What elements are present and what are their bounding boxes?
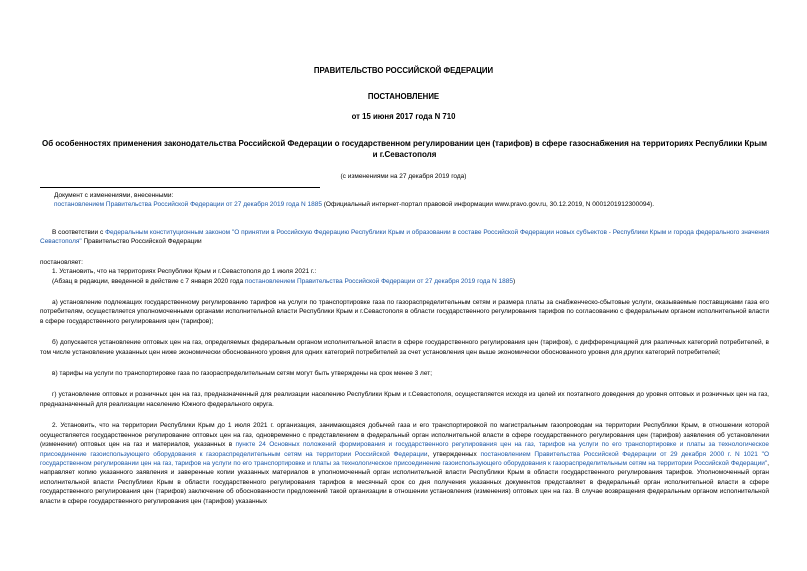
paragraph-1-note [40,277,769,286]
p2-part1: 2. Установить, что на территории Республики Крым до 1 июля 2021 г. организация, занимающаяся добычей газа и его транспортировкой по магистральным газопроводам на территории Республики Крым, в отношении которой осуществляется государственное регулирование оптовых цен на газ, одновременно с представлением в федеральный орган исполнительной власти в сфере государственного регулирования цен (тарифов) заявления об установлении (изменении) оптовых цен на газ и материалов, указанных в [40,422,769,449]
p2-part2: , утвержденных [427,450,481,458]
paragraph-1: 1. Установить, что на территориях Республики Крым и г.Севастополя до 1 июля 2021 г.: [52,268,317,276]
preamble-start: В соответствии с [52,229,106,236]
government-name: ПРАВИТЕЛЬСТВО РОССИЙСКОЙ ФЕДЕРАЦИИ [313,66,494,75]
note-start: (Абзац в редакции, введенной в действие с 7 января 2020 года [52,277,246,285]
note-link[interactable]: постановлением Правительства Российской Федерации от 27 декабря 2019 года N 1885 [245,277,513,285]
document-type: ПОСТАНОВЛЕНИЕ [367,92,440,101]
law-link[interactable]: Федеральным конституционным законом "О принятии в Российскую Федерацию Республики Крым и образовании в составе Российской Федерации новых субъектов - Республики Крым и города федерального значения Севастополя" [40,229,769,246]
paragraph-g: г) установление оптовых и розничных цен на газ, предназначенный для реализации населению Республики Крым и г.Севастополя, осуществляется исходя из целей их поэтапного доведения до уровня оптовых и розничных цен на газ, предназначенный для реализации населению Южного федерального округа. [40,391,769,408]
preamble-end: Правительство Российской Федерации [81,238,202,246]
decides-text: постановляет: [40,258,83,266]
amendments-line [54,200,769,209]
document-body [40,228,769,506]
p2-part3: , направляет копию указанного заявления и заверенные копии указанных материалов в уполномоченный орган исполнительной власти Республики Крым в области государственного регулирования тарифов. Уполномоченный орган исполнительной власти Республики Крым в области государственного регулирования тарифов в месячный срок со дня получения указанных документов представляет в федеральный орган исполнительной власти в сфере государственного регулирования цен (тарифов) заключение об обоснованности предложений такой организации в отношении установления (изменения) оптовых цен на газ. В случае возвращения федеральным органом исполнительной власти в сфере государственного регулирования цен (тарифов) указанных [40,459,769,505]
document-date-number: от 15 июня 2017 года N 710 [351,112,456,121]
amendment-source: (Официальный интернет-портал правовой информации www.pravo.gov.ru, 30.12.2019, N 0001201912300094). [321,201,655,209]
preamble [40,228,769,247]
p2-link-1[interactable]: пункте 24 Основных положений формирования и государственного регулирования цен на газ, тарифов на услуги по его транспортировке и платы за технологическое присоединение газоиспользующего оборудования к газораспределительным сетям на территории Российской Федерации [40,441,769,458]
amendments-intro: Документ с изменениями, внесенными: [54,192,174,199]
divider [40,187,320,188]
p2-link-2[interactable]: постановлением Правительства Российской Федерации от 29 декабря 2000 г. N 1021 "О государственном регулировании цен на газ, тарифов на услуги по его транспортировке и платы за технологическое присоединение газоиспользующего оборудования к газораспределительным сетям на территории Российской Федерации" [40,450,769,467]
paragraph-2 [40,421,769,506]
paragraph-v: в) тарифы на услуги по транспортировке газа по газораспределительным сетям могут быть утверждены на срок менее 3 лет; [52,370,433,378]
changes-note: (с изменениями на 27 декабря 2019 года) [340,173,467,180]
amendment-link[interactable]: постановлением Правительства Российской Федерации от 27 декабря 2019 года N 1885 [54,201,322,209]
document-title: Об особенностях применения законодательства Российской Федерации о государственном регулировании цен (тарифов) в сфере газоснабжения на территориях Республики Крым и г.Севастополя [42,139,767,159]
paragraph-a: а) установление подлежащих государственному регулированию тарифов на услуги по транспортировке газа по газораспределительным сетям и размера платы за снабженческо-сбытовые услуги, оказываемые поставщиками газа его потребителям, осуществляется уполномоченными органами исполнительной власти Республики Крым и г.Севастополя в области государственного регулирования тарифов по согласованию с федеральным органом исполнительной власти в сфере государственного регулирования цен (тарифов); [40,299,769,325]
note-end: ) [512,277,516,285]
paragraph-b: б) допускается установление оптовых цен на газ, определяемых федеральным органом исполнительной власти в сфере государственного регулирования цен (тарифов), с дифференциацией для различных категорий потребителей, в том числе установление указанных цен ниже экономически обоснованного уровня для одних категорий потребителей за счет установления цен выше экономически обоснованного уровня для других категорий потребителей; [40,339,769,356]
amendments-block [54,191,769,210]
